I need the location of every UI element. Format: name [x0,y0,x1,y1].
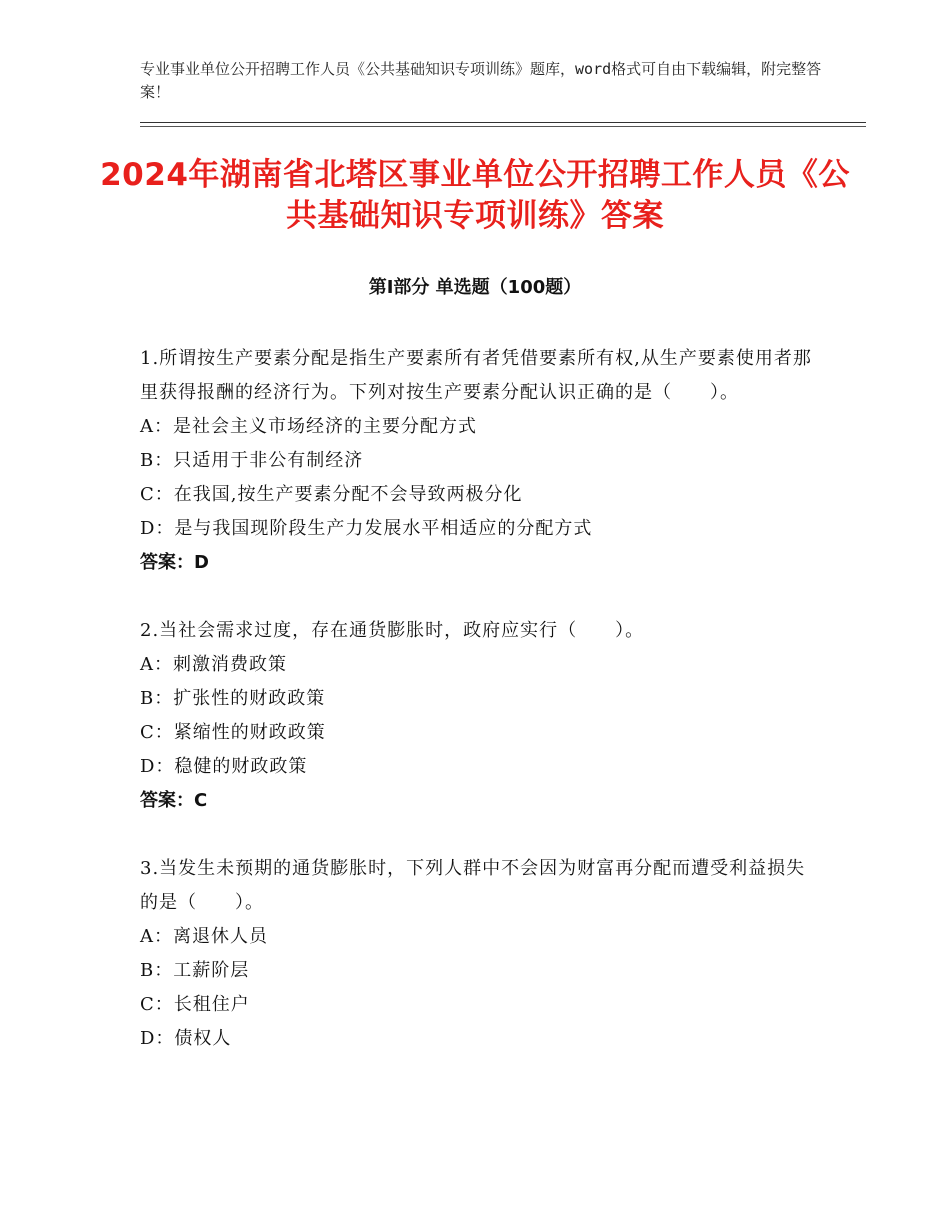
answer-label: 答案：C [140,790,208,811]
option-d: D：稳健的财政政策 [140,756,308,777]
option-b: B：只适用于非公有制经济 [140,450,364,471]
option-b: B：扩张性的财政政策 [140,688,326,709]
option-d: D：债权人 [140,1028,232,1049]
option-c: C：紧缩性的财政政策 [140,722,326,743]
header-note: 专业事业单位公开招聘工作人员《公共基础知识专项训练》题库，word格式可自由下载编辑，附完整答案！ [140,60,822,101]
option-a: A：离退休人员 [140,926,268,947]
question-3 [140,852,820,1056]
option-d: D：是与我国现阶段生产力发展水平相适应的分配方式 [140,518,593,539]
section-title: 第Ⅰ部分 单选题（100题） [368,277,582,298]
option-b: B：工薪阶层 [140,960,250,981]
option-a: A：刺激消费政策 [140,654,287,675]
answer-label: 答案：D [140,552,209,573]
header-divider [140,122,866,123]
header-divider-thin [140,126,866,127]
option-c: C：长租住户 [140,994,250,1015]
option-a: A：是社会主义市场经济的主要分配方式 [140,416,477,437]
question-stem: 3.当发生未预期的通货膨胀时，下列人群中不会因为财富再分配而遭受利益损失的是（ ）。 [140,858,806,913]
question-1 [140,342,820,580]
question-stem: 2.当社会需求过度，存在通货膨胀时，政府应实行（ ）。 [140,620,645,641]
option-c: C：在我国,按生产要素分配不会导致两极分化 [140,484,523,505]
question-2 [140,614,820,818]
document-title: 2024年湖南省北塔区事业单位公开招聘工作人员《公共基础知识专项训练》答案 [100,157,850,234]
question-stem: 1.所谓按生产要素分配是指生产要素所有者凭借要素所有权,从生产要素使用者那里获得报酬的经济行为。下列对按生产要素分配认识正确的是（ ）。 [140,348,812,403]
question-list [140,342,820,1090]
